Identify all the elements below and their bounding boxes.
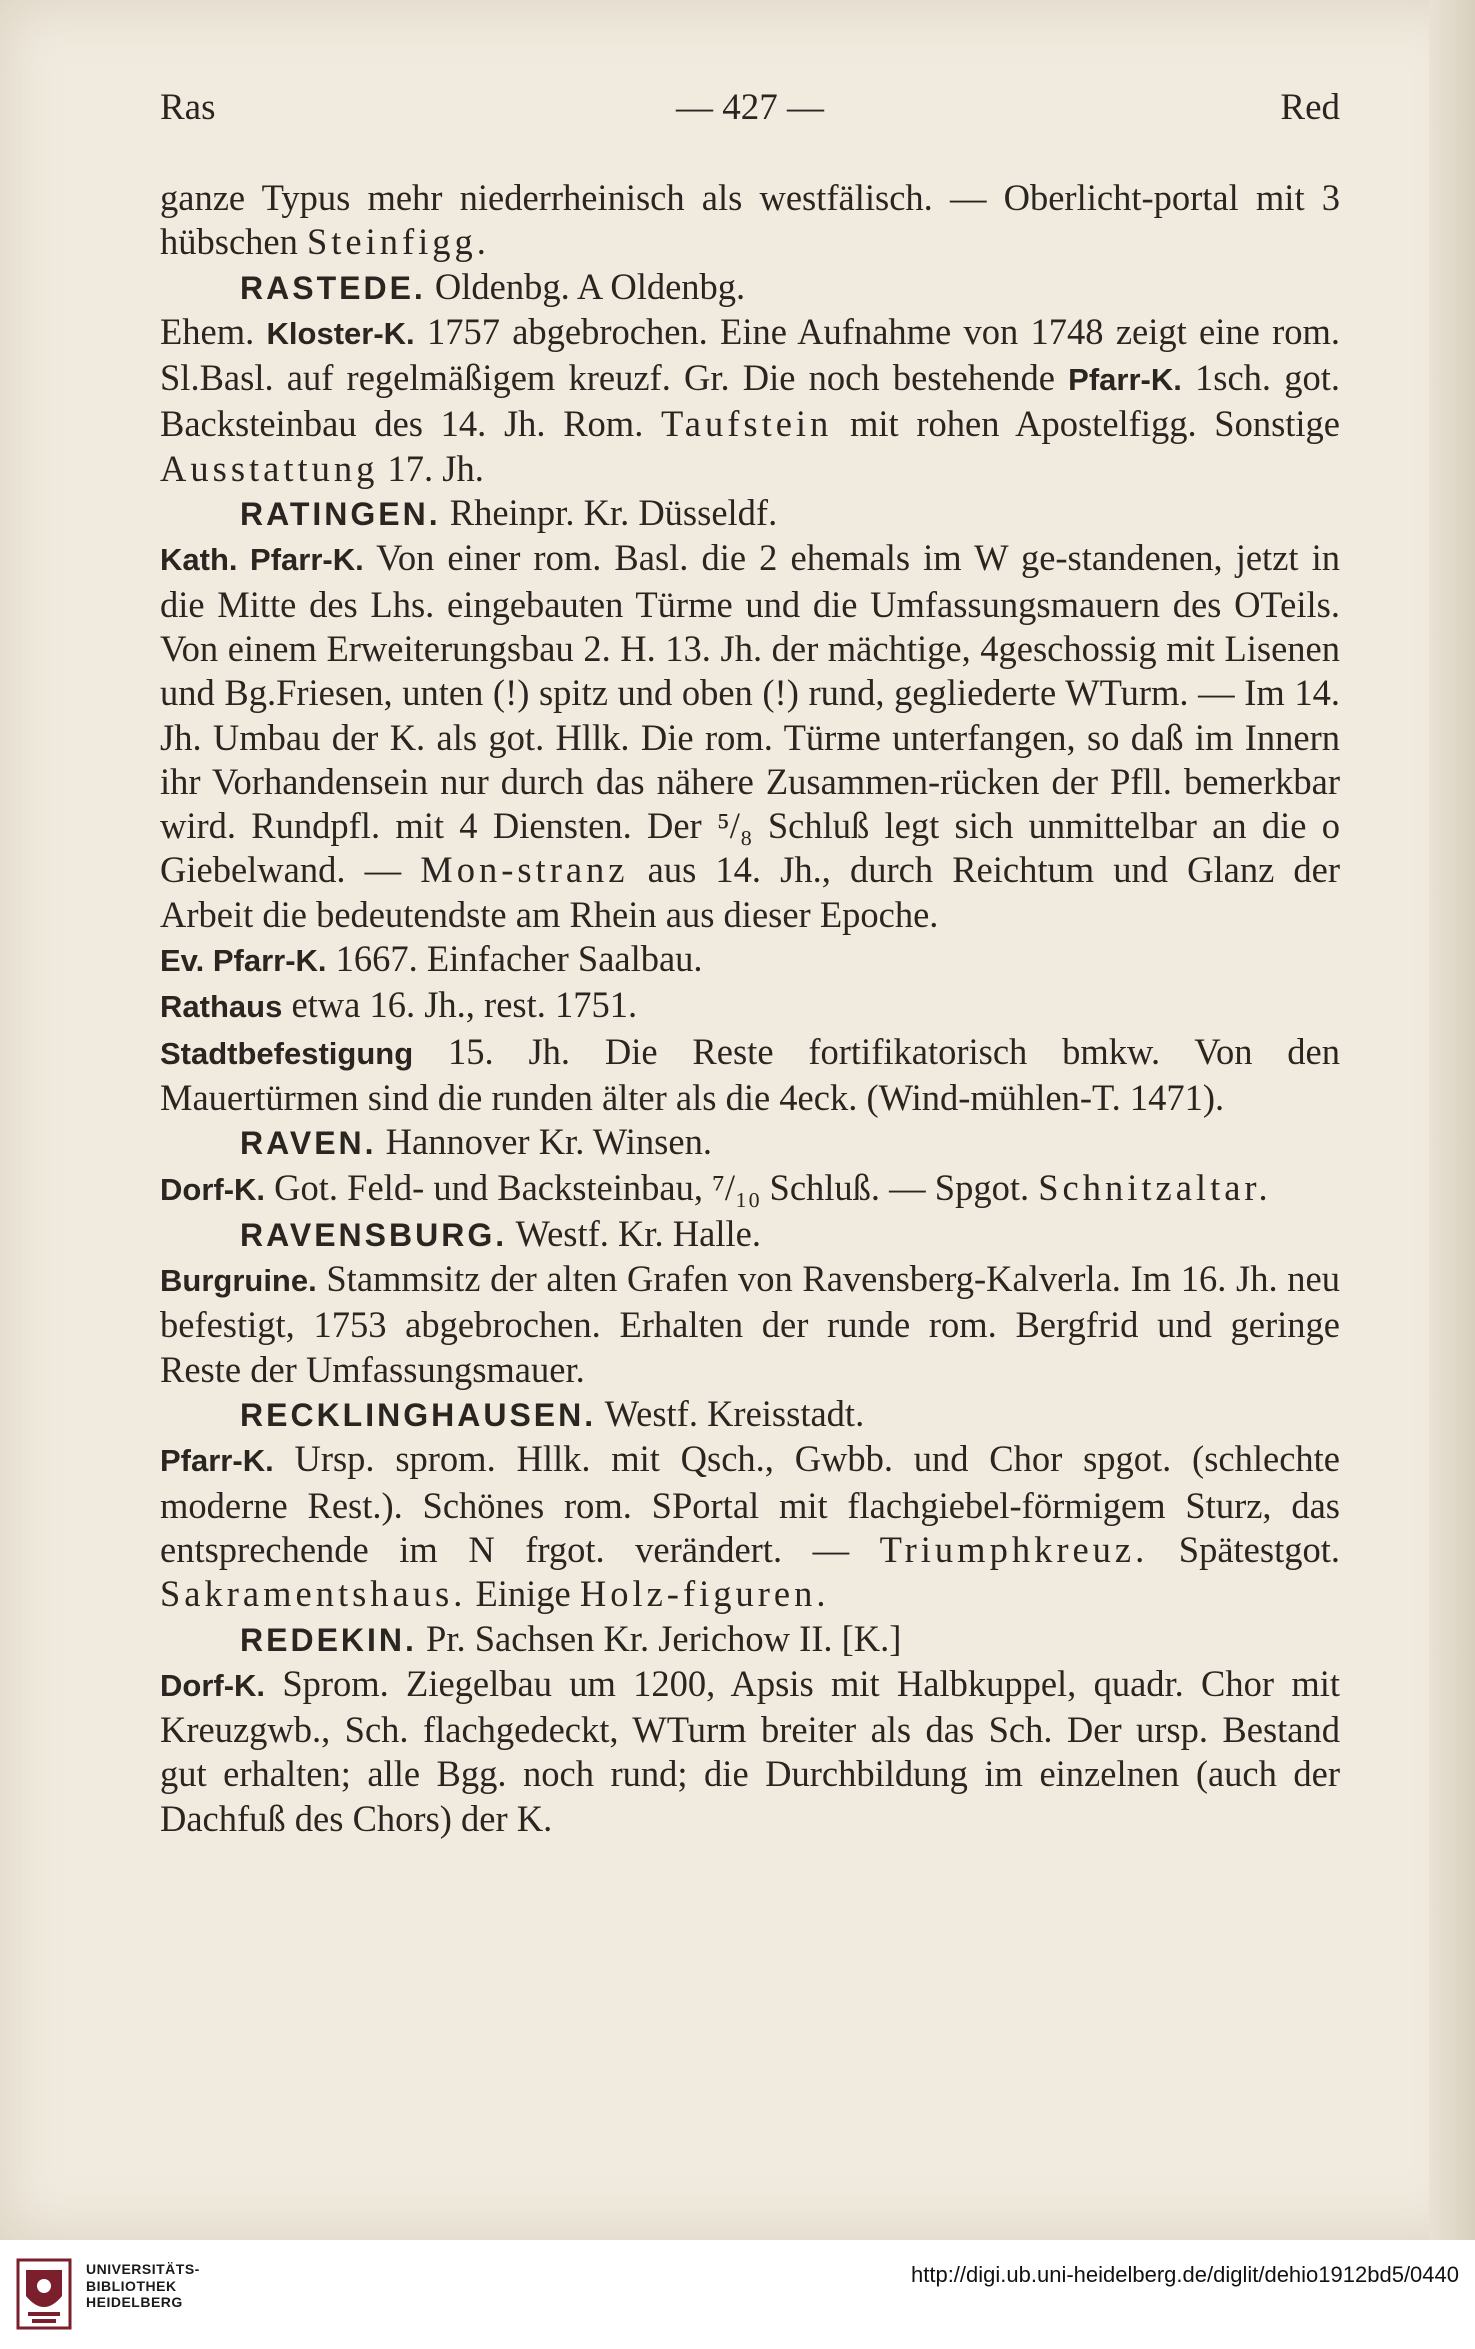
entry-recklinghausen: Pfarr-K. Ursp. sprom. Hllk. mit Qsch., Gwbb. und Chor spgot. (schlechte moderne Rest.). Schönes rom. SPortal mit flachgiebel-förmigem Sturz, das entsprechende im N frgot. verändert. — Triumphkreuz. Spätestgot. Sakramentshaus. Einige Holz-figuren. <box>160 1438 1340 1615</box>
entry-heading-ravensburg: RAVENSBURG. Westf. Kr. Halle. <box>240 1212 761 1254</box>
paragraph-continuation: ganze Typus mehr niederrheinisch als westfälisch. — Oberlicht-portal mit 3 hübschen Steinfigg. <box>160 177 1340 263</box>
page-number: — 427 — <box>676 87 824 128</box>
entry-heading-raven: RAVEN. Hannover Kr. Winsen. <box>240 1121 712 1163</box>
entry-heading-recklinghausen: RECKLINGHAUSEN. Westf. Kreisstadt. <box>240 1393 865 1435</box>
footer-bar <box>0 2240 1475 2349</box>
library-name: UNIVERSITÄTS- BIBLIOTHEK HEIDELBERG <box>86 2261 200 2310</box>
entry-heading-redekin: REDEKIN. Pr. Sachsen Kr. Jerichow II. [K.] <box>240 1617 902 1659</box>
entry-ratingen-stadtbefestigung: Stadtbefestigung 15. Jh. Die Reste fortifikatorisch bmkw. Von den Mauertürmen sind die runden älter als die 4eck. (Wind-mühlen-T. 1471). <box>160 1030 1340 1118</box>
header-left: Ras <box>160 87 216 128</box>
university-library-logo-icon <box>14 2256 74 2332</box>
body-text <box>160 176 1340 1841</box>
entry-heading-ratingen: RATINGEN. Rheinpr. Kr. Düsseldf. <box>240 492 778 534</box>
page-edge-shadow <box>1429 0 1475 2240</box>
entry-redekin: Dorf-K. Sprom. Ziegelbau um 1200, Apsis mit Halbkuppel, quadr. Chor mit Kreuzgwb., Sch. flachgedeckt, WTurm breiter als das Sch. Der ursp. Bestand gut erhalten; alle Bgg. noch rund; die Durchbildung im einzelnen (auch der Dachfuß des Chors) der K. <box>160 1662 1340 1839</box>
entry-raven: Dorf-K. Got. Feld- und Backsteinbau, ⁷/₁₀ Schluß. — Spgot. Schnitzaltar. <box>160 1166 1272 1208</box>
entry-rastede: Ehem. Kloster-K. 1757 abgebrochen. Eine Aufnahme von 1748 zeigt eine rom. Sl.Basl. auf regelmäßigem kreuzf. Gr. Die noch bestehende Pfarr-K. 1sch. got. Backsteinbau des 14. Jh. Rom. Taufstein mit rohen Apostelfigg. Sonstige Ausstattung 17. Jh. <box>160 310 1341 489</box>
entry-ratingen-ev: Ev. Pfarr-K. 1667. Einfacher Saalbau. <box>160 938 703 980</box>
running-header <box>160 86 1340 146</box>
permalink-url[interactable]: http://digi.ub.uni-heidelberg.de/diglit/dehio1912bd5/0440 <box>911 2262 1459 2287</box>
entry-ratingen-rathaus: Rathaus etwa 16. Jh., rest. 1751. <box>160 984 638 1026</box>
header-right: Red <box>1280 87 1340 128</box>
entry-ratingen-kath: Kath. Pfarr-K. Von einer rom. Basl. die 2 ehemals im W ge-standenen, jetzt in die Mitte des Lhs. eingebauten Türme und die Umfassungsmauern des OTeils. Von einem Erweiterungsbau 2. H. 13. Jh. der mächtige, 4geschossig mit Lisenen und Bg.Friesen, unten (!) spitz und oben (!) rund, gegliederte WTurm. — Im 14. Jh. Umbau der K. als got. Hllk. Die rom. Türme unterfangen, so daß im Innern ihr Vorhandensein nur durch das nähere Zusammen-rücken der Pfll. bemerkbar wird. Rundpfl. mit 4 Diensten. Der ⁵/₈ Schluß legt sich unmittelbar an die o Giebelwand. — Mon-stranz aus 14. Jh., durch Reichtum und Glanz der Arbeit die bedeutendste am Rhein aus dieser Epoche. <box>160 537 1341 935</box>
entry-ravensburg: Burgruine. Stammsitz der alten Grafen von Ravensberg-Kalverla. Im 16. Jh. neu befestigt, 1753 abgebrochen. Erhalten der runde rom. Bergfrid und geringe Reste der Umfassungsmauer. <box>160 1258 1340 1390</box>
entry-heading-rastede: RASTEDE. Oldenbg. A Oldenbg. <box>240 265 746 307</box>
